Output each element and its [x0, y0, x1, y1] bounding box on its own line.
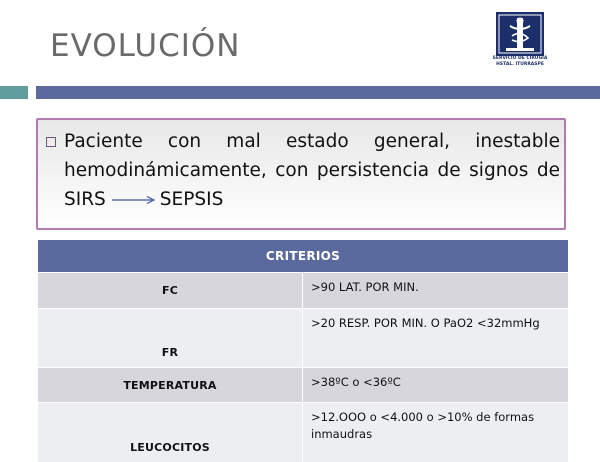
table-row — [38, 273, 568, 309]
summary-text — [64, 127, 560, 214]
criteria-header: CRITERIOS — [38, 240, 568, 273]
header-band-blue — [36, 86, 600, 99]
header-band-teal — [0, 86, 28, 99]
right-arrow-icon — [112, 195, 156, 205]
criteria-value: >38ºC o <36ºC — [303, 368, 569, 403]
summary-box — [36, 118, 566, 230]
logo-caption — [484, 56, 556, 68]
logo-caption-line1: SERVICIO DE CIRUGIA — [484, 56, 556, 62]
criteria-table — [38, 240, 568, 462]
square-bullet-icon — [46, 137, 56, 147]
criteria-label: TEMPERATURA — [38, 368, 303, 403]
table-row — [38, 403, 568, 462]
criteria-label: LEUCOCITOS — [38, 403, 303, 462]
criteria-label: FC — [38, 273, 303, 309]
slide-title: EVOLUCIÓN — [50, 28, 240, 64]
criteria-value: >20 RESP. POR MIN. O PaO2 <32mmHg — [303, 309, 569, 368]
criteria-label: FR — [38, 309, 303, 368]
criteria-value: >12.OOO o <4.000 o >10% de formas inmaudras — [303, 403, 569, 462]
logo-caption-line2: HSTAL. ITURRASPE — [484, 62, 556, 68]
table-row — [38, 309, 568, 368]
hospital-logo-icon — [496, 12, 544, 56]
summary-result-text: SEPSIS — [160, 189, 224, 210]
summary-main-text: Paciente con mal estado general, inestable hemodinámicamente, con persistencia de signos de SIRS — [64, 131, 560, 210]
table-row — [38, 368, 568, 403]
criteria-value: >90 LAT. POR MIN. — [303, 273, 569, 309]
